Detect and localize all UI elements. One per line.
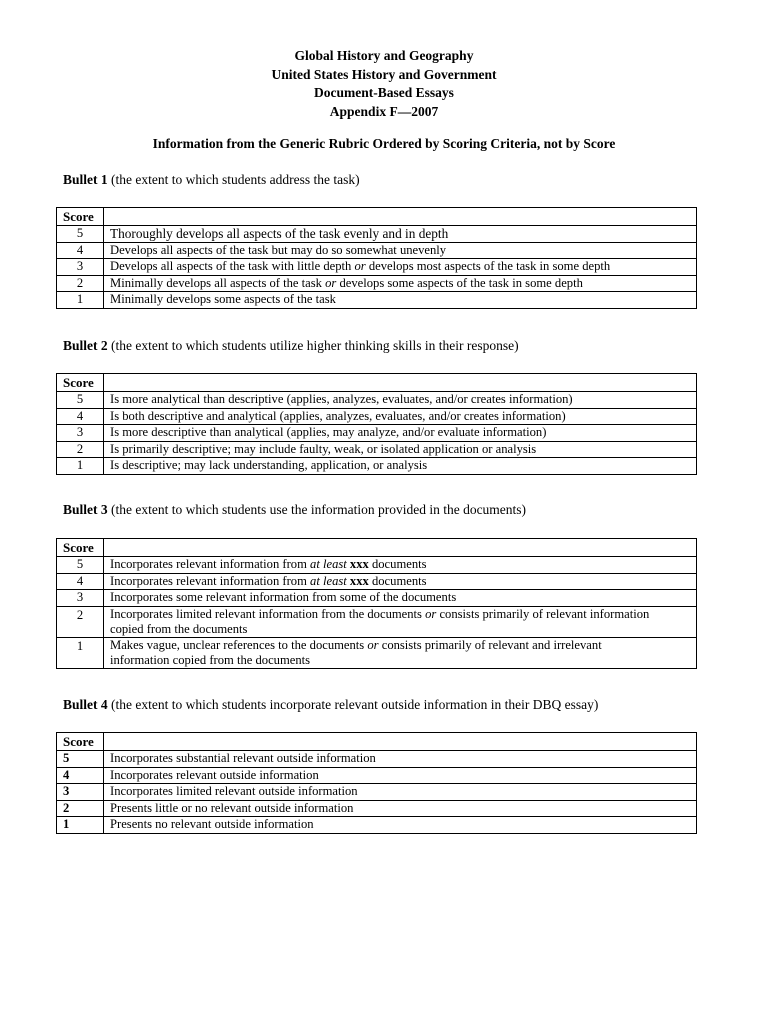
- score-cell: 2: [57, 606, 104, 637]
- table-header-row: [57, 733, 697, 751]
- table-header-row: [57, 208, 697, 226]
- bullet-heading: [63, 338, 519, 354]
- bullet-description: (the extent to which students incorporate relevant outside information in their DBQ essay): [107, 697, 599, 712]
- criteria-cell: Incorporates substantial relevant outside information: [104, 751, 697, 768]
- document-title-block: [0, 47, 768, 121]
- score-header: Score: [57, 374, 104, 392]
- criteria-cell: Is both descriptive and analytical (applies, analyzes, evaluates, and/or creates information): [104, 408, 697, 425]
- criteria-cell: Makes vague, unclear references to the documents or consists primarily of relevant and irrelevant information copied from the documents: [104, 637, 697, 668]
- title-line: United States History and Government: [271, 66, 497, 82]
- title-line: Appendix F—2007: [329, 103, 439, 119]
- score-cell: 5: [57, 751, 104, 768]
- criteria-cell: Incorporates limited relevant information from the documents or consists primarily of relevant information copied from the documents: [104, 606, 697, 637]
- score-cell: 3: [57, 784, 104, 801]
- score-cell: 2: [57, 800, 104, 817]
- table-row: [57, 441, 697, 458]
- score-cell: 1: [57, 817, 104, 834]
- table-row: [57, 259, 697, 276]
- rubric-subtitle: Information from the Generic Rubric Ordered by Scoring Criteria, not by Score: [152, 136, 616, 151]
- criteria-cell: Develops all aspects of the task but may do so somewhat unevenly: [104, 242, 697, 259]
- table-row: [57, 458, 697, 475]
- criteria-cell: Minimally develops all aspects of the task or develops some aspects of the task in some depth: [104, 275, 697, 292]
- criteria-cell: Incorporates relevant information from at least xxx documents: [104, 573, 697, 590]
- criteria-cell: Incorporates relevant outside information: [104, 767, 697, 784]
- table-row: [57, 637, 697, 668]
- table-row: [57, 557, 697, 574]
- table-row: [57, 751, 697, 768]
- table-row: [57, 767, 697, 784]
- table-row: [57, 275, 697, 292]
- rubric-table: [56, 732, 697, 834]
- criteria-cell: Develops all aspects of the task with little depth or develops most aspects of the task in some depth: [104, 259, 697, 276]
- criteria-cell: Is descriptive; may lack understanding, application, or analysis: [104, 458, 697, 475]
- bullet-label: Bullet 3: [63, 502, 108, 517]
- title-line: Document-Based Essays: [314, 85, 454, 100]
- score-cell: 3: [57, 259, 104, 276]
- table-row: [57, 408, 697, 425]
- score-cell: 5: [57, 226, 104, 243]
- table-row: [57, 573, 697, 590]
- table-row: [57, 590, 697, 607]
- table-row: [57, 242, 697, 259]
- table-header-row: [57, 539, 697, 557]
- bullet-description: (the extent to which students utilize higher thinking skills in their response): [107, 338, 519, 353]
- criteria-cell: Presents no relevant outside information: [104, 817, 697, 834]
- score-header: Score: [57, 733, 104, 751]
- score-cell: 2: [57, 441, 104, 458]
- table-row: [57, 800, 697, 817]
- criteria-cell: Incorporates some relevant information from some of the documents: [104, 590, 697, 607]
- bullet-heading: [63, 172, 360, 188]
- criteria-cell: Presents little or no relevant outside information: [104, 800, 697, 817]
- score-cell: 4: [57, 573, 104, 590]
- criteria-cell: Is primarily descriptive; may include faulty, weak, or isolated application or analysis: [104, 441, 697, 458]
- table-row: [57, 606, 697, 637]
- score-cell: 1: [57, 292, 104, 309]
- bullet-description: (the extent to which students address the task): [107, 172, 360, 187]
- criteria-cell: Incorporates limited relevant outside information: [104, 784, 697, 801]
- score-cell: 1: [57, 637, 104, 668]
- bullet-label: Bullet 2: [63, 338, 108, 353]
- score-cell: 2: [57, 275, 104, 292]
- score-cell: 3: [57, 425, 104, 442]
- title-line: Global History and Geography: [294, 48, 474, 63]
- table-row: [57, 817, 697, 834]
- score-cell: 5: [57, 392, 104, 409]
- table-header-row: [57, 374, 697, 392]
- bullet-label: Bullet 4: [63, 697, 108, 712]
- table-row: [57, 292, 697, 309]
- rubric-table: [56, 373, 697, 475]
- criteria-cell: Minimally develops some aspects of the task: [104, 292, 697, 309]
- score-cell: 1: [57, 458, 104, 475]
- score-cell: 4: [57, 767, 104, 784]
- bullet-heading: [63, 502, 526, 518]
- bullet-description: (the extent to which students use the information provided in the documents): [107, 502, 527, 517]
- score-header: Score: [57, 208, 104, 226]
- criteria-cell: Is more descriptive than analytical (applies, may analyze, and/or evaluate information): [104, 425, 697, 442]
- criteria-cell: Incorporates relevant information from at least xxx documents: [104, 557, 697, 574]
- table-row: [57, 392, 697, 409]
- bullet-label: Bullet 1: [63, 172, 108, 187]
- criteria-cell: Is more analytical than descriptive (applies, analyzes, evaluates, and/or creates information): [104, 392, 697, 409]
- score-cell: 5: [57, 557, 104, 574]
- score-cell: 4: [57, 408, 104, 425]
- score-cell: 3: [57, 590, 104, 607]
- bullet-heading: [63, 697, 598, 713]
- rubric-table: [56, 538, 697, 669]
- score-cell: 4: [57, 242, 104, 259]
- rubric-table: [56, 207, 697, 309]
- score-header: Score: [57, 539, 104, 557]
- table-row: [57, 784, 697, 801]
- table-row: [57, 226, 697, 243]
- criteria-cell: Thoroughly develops all aspects of the task evenly and in depth: [104, 226, 697, 243]
- table-row: [57, 425, 697, 442]
